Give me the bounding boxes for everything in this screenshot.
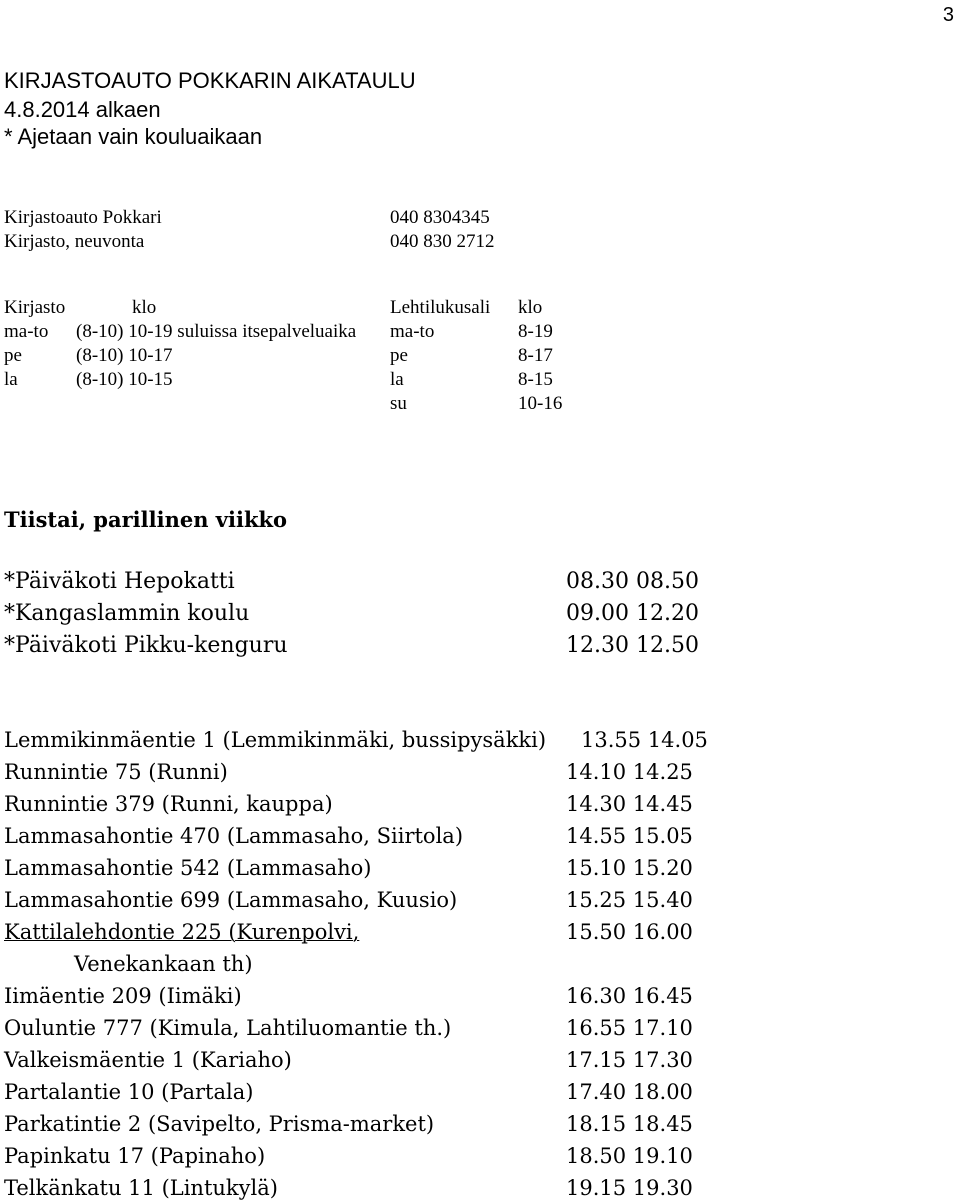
- stop-name: *Kangaslammin koulu: [4, 601, 250, 626]
- stop-time: 15.50 16.00: [566, 920, 693, 944]
- stop-name: Papinkatu 17 (Papinaho): [4, 1144, 266, 1168]
- list-item: [4, 1013, 724, 1043]
- reading-room-day: pe: [390, 345, 408, 366]
- stop-name: Partalantie 10 (Partala): [4, 1080, 254, 1104]
- stop-name: Ouluntie 777 (Kimula, Lahtiluomantie th.): [4, 1016, 452, 1040]
- stop-name: Lemmikinmäentie 1 (Lemmikinmäki, bussipysäkki): [4, 728, 547, 752]
- stop-time: 17.15 17.30: [566, 1048, 693, 1072]
- library-time: (8-10) 10-15: [76, 369, 173, 390]
- stop-time: 15.25 15.40: [566, 888, 693, 912]
- library-time: (8-10) 10-17: [76, 345, 173, 366]
- library-day: la: [4, 369, 18, 390]
- stop-time: 16.30 16.45: [566, 984, 693, 1008]
- stop-time: 13.55 14.05: [581, 728, 708, 752]
- stop-time: 09.00 12.20: [566, 601, 699, 626]
- list-item: [4, 1045, 724, 1075]
- stop-time: 18.15 18.45: [566, 1112, 693, 1136]
- library-klo-label: klo: [132, 297, 157, 318]
- stop-name: Runnintie 75 (Runni): [4, 760, 228, 784]
- reading-room-header: Lehtilukusali: [390, 297, 491, 318]
- stop-time: 17.40 18.00: [566, 1080, 693, 1104]
- list-item: [4, 725, 724, 755]
- stop-time: 15.10 15.20: [566, 856, 693, 880]
- stop-time: 14.30 14.45: [566, 792, 693, 816]
- reading-room-time: 10-16: [518, 393, 563, 414]
- stop-name-continued: Venekankaan th): [74, 952, 253, 976]
- reading-room-time: 8-15: [518, 369, 553, 390]
- list-item: [4, 1109, 724, 1139]
- list-item: [4, 1077, 724, 1107]
- stop-name: Lammasahontie 542 (Lammasaho): [4, 856, 372, 880]
- stop-name: Lammasahontie 470 (Lammasaho, Siirtola): [4, 824, 464, 848]
- stop-name: Runnintie 379 (Runni, kauppa): [4, 792, 333, 816]
- stop-time: 19.15 19.30: [566, 1176, 693, 1200]
- list-item: [4, 599, 724, 629]
- list-item: [4, 567, 724, 597]
- list-item: [4, 981, 724, 1011]
- reading-room-day: su: [390, 393, 407, 414]
- list-item: [4, 821, 724, 851]
- page-title: KIRJASTOAUTO POKKARIN AIKATAULU: [4, 68, 416, 93]
- list-item: [4, 789, 724, 819]
- contact-phone-library: 040 830 2712: [390, 231, 495, 252]
- valid-from-date: 4.8.2014 alkaen: [4, 97, 161, 122]
- list-item: [4, 1173, 724, 1203]
- contact-name-library: Kirjasto, neuvonta: [4, 231, 145, 252]
- contact-phone-bookmobile: 040 8304345: [390, 207, 490, 228]
- stop-time: 12.30 12.50: [566, 633, 699, 658]
- school-time-note: * Ajetaan vain kouluaikaan: [4, 124, 263, 149]
- library-time: (8-10) 10-19 suluissa itsepalveluaika: [76, 321, 357, 342]
- page-number: 3: [942, 4, 954, 26]
- list-item: [4, 1141, 724, 1171]
- stop-name: Valkeismäentie 1 (Kariaho): [4, 1048, 292, 1072]
- stop-time: 18.50 19.10: [566, 1144, 693, 1168]
- library-day: pe: [4, 345, 22, 366]
- list-item: [4, 853, 724, 883]
- stop-time: 16.55 17.10: [566, 1016, 693, 1040]
- list-item: [4, 917, 724, 947]
- route-day-heading: Tiistai, parillinen viikko: [4, 507, 288, 532]
- stop-name: Parkatintie 2 (Savipelto, Prisma-market): [4, 1112, 435, 1136]
- stop-name: Iimäentie 209 (Iimäki): [4, 984, 242, 1008]
- library-day: ma-to: [4, 321, 49, 342]
- list-item: [4, 885, 724, 915]
- list-item: [4, 631, 724, 661]
- reading-room-time: 8-19: [518, 321, 553, 342]
- stop-name: Lammasahontie 699 (Lammasaho, Kuusio): [4, 888, 458, 912]
- reading-room-klo-label: klo: [518, 297, 543, 318]
- stop-time: 08.30 08.50: [566, 569, 699, 594]
- stop-name: *Päiväkoti Hepokatti: [4, 569, 235, 594]
- stop-name: Telkänkatu 11 (Lintukylä): [4, 1176, 278, 1200]
- reading-room-time: 8-17: [518, 345, 553, 366]
- reading-room-day: ma-to: [390, 321, 435, 342]
- stop-time: 14.10 14.25: [566, 760, 693, 784]
- reading-room-day: la: [390, 369, 404, 390]
- stop-time: 14.55 15.05: [566, 824, 693, 848]
- stop-name: *Päiväkoti Pikku-kenguru: [4, 633, 288, 658]
- contact-name-bookmobile: Kirjastoauto Pokkari: [4, 207, 162, 228]
- stop-name: Kattilalehdontie 225 (Kurenpolvi,: [4, 920, 360, 944]
- list-item: [4, 757, 724, 787]
- library-hours-header: Kirjasto: [4, 297, 66, 318]
